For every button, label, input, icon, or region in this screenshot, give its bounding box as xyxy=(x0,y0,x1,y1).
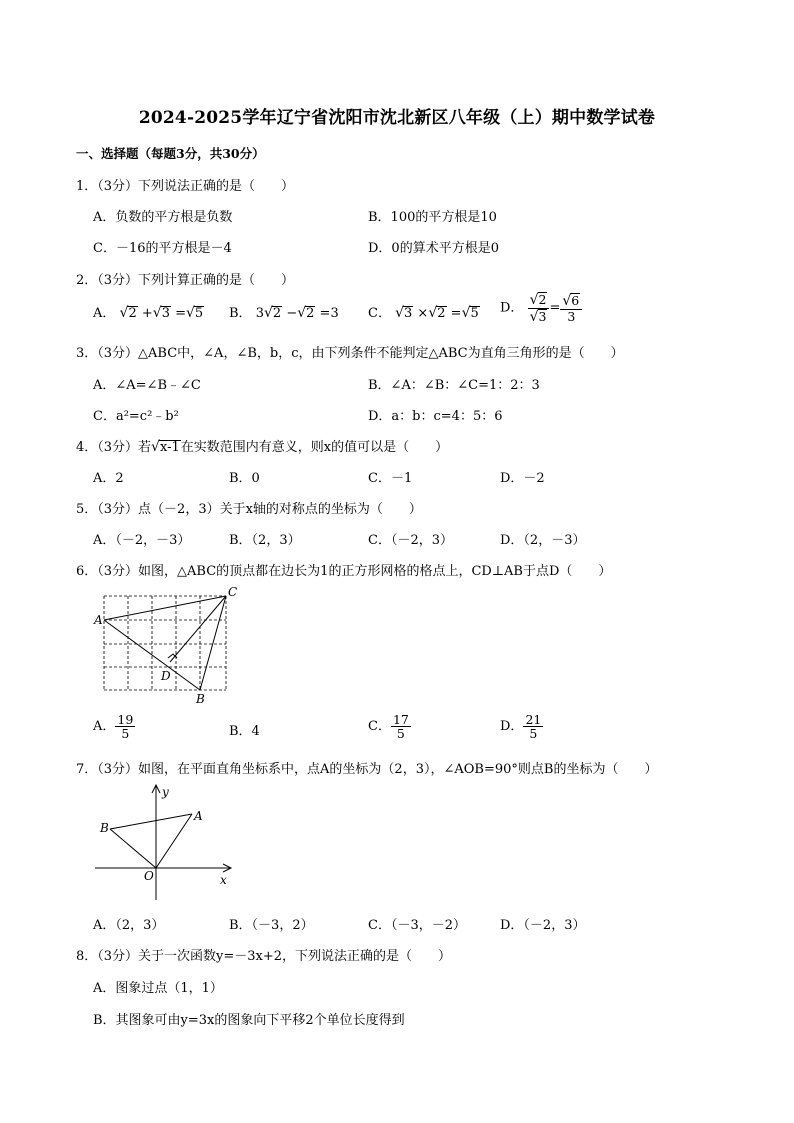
question-4-option-a: A．2 xyxy=(93,471,124,486)
label-b: B xyxy=(196,692,205,706)
label-y: y xyxy=(162,785,169,799)
question-5-option-c: C．（－2，3） xyxy=(368,533,453,548)
question-6-option-c xyxy=(368,713,411,740)
question-2-option-c xyxy=(368,302,480,321)
question-5-option-d: D．（2，－3） xyxy=(500,533,586,548)
question-2-option-b xyxy=(229,302,339,321)
question-1-option-c: C．－16的平方根是－4 xyxy=(93,241,232,256)
label-o: O xyxy=(144,869,154,883)
segment-ab xyxy=(110,814,192,829)
question-6-stem: 6．（3分）如图，△ABC的顶点都在边长为1的正方形网格的格点上，CD⊥AB于点D（ ） xyxy=(76,564,612,579)
option-a-label: A． xyxy=(93,719,116,735)
question-6-option-d xyxy=(500,713,543,740)
question-2-option-a xyxy=(93,302,204,321)
option-a-denominator: 5 xyxy=(121,726,130,742)
question-7-option-a: A．（2，3） xyxy=(93,918,165,933)
option-a-expression: √2 +√3 =√5 xyxy=(119,305,204,321)
question-1-stem: 1．（3分）下列说法正确的是（ ） xyxy=(76,179,295,194)
option-c-numerator: 17 xyxy=(392,712,409,727)
option-d-fraction-left: $\frac{√2}{√3}$ xyxy=(528,292,550,324)
question-3-option-b: B．∠A：∠B：∠C=1：2：3 xyxy=(368,378,540,393)
question-3-option-a: A．∠A=∠B﹣∠C xyxy=(93,378,201,393)
question-4-option-b: B．0 xyxy=(229,471,260,486)
option-d-fraction-right: $\frac{√6}{3}$ xyxy=(560,293,582,323)
question-5-stem: 5．（3分）点（－2，3）关于x轴的对称点的坐标为（ ） xyxy=(76,502,422,517)
option-a-numerator: 19 xyxy=(117,712,134,727)
question-1-option-a: A．负数的平方根是负数 xyxy=(93,210,233,225)
question-1-option-d: D．0的算术平方根是0 xyxy=(368,241,499,256)
question-7-option-d: D．（－2，3） xyxy=(500,918,586,933)
question-5-option-b: B．（2，3） xyxy=(229,533,301,548)
segment-ob xyxy=(110,829,156,868)
question-4-radicand: x-1 xyxy=(159,440,180,455)
question-2-stem: 2．（3分）下列计算正确的是（ ） xyxy=(76,273,295,288)
option-d-label: D． xyxy=(500,300,524,316)
option-b-expression: 3√2 −√2 =3 xyxy=(255,305,339,321)
question-4-stem-after: 在实数范围内有意义，则x的值可以是（ ） xyxy=(180,440,449,455)
question-2-option-d: D． $\frac{√2}{√3}$ = $\frac{√6}{3}$ xyxy=(500,292,582,324)
question-3-option-d: D．a：b：c=4：5：6 xyxy=(368,409,503,424)
question-7-coordinate-figure xyxy=(90,778,250,903)
option-d-numerator: 21 xyxy=(525,712,542,727)
label-x: x xyxy=(220,873,227,887)
question-8-option-a: A．图象过点（1，1） xyxy=(93,981,223,996)
option-d-denominator: 5 xyxy=(529,726,538,742)
label-b: B xyxy=(100,821,109,835)
question-8-stem: 8．（3分）关于一次函数y=－3x+2，下列说法正确的是（ ） xyxy=(76,949,452,964)
question-4-option-d: D．－2 xyxy=(500,471,545,486)
label-a: A xyxy=(194,809,203,823)
label-a: A xyxy=(94,613,103,627)
option-c-expression: √3 ×√2 =√5 xyxy=(395,305,479,321)
option-c-label: C． xyxy=(368,306,391,321)
segment-oa xyxy=(156,814,192,868)
option-c-denominator: 5 xyxy=(396,726,405,742)
question-6-grid-figure xyxy=(90,582,250,707)
question-6-option-a xyxy=(93,713,135,740)
question-4-stem-before: 4．（3分）若 xyxy=(76,440,152,455)
label-c: C xyxy=(228,585,238,599)
question-7-option-b: B．（－3，2） xyxy=(229,918,314,933)
question-5-option-a: A．（－2，－3） xyxy=(93,533,191,548)
option-c-label: C． xyxy=(368,719,391,735)
exam-title: 2024-2025学年辽宁省沈阳市沈北新区八年级（上）期中数学试卷 xyxy=(138,108,656,128)
option-b-label: B． xyxy=(229,306,252,321)
question-4-stem: 4．（3分）若√x-1在实数范围内有意义，则x的值可以是（ ） xyxy=(76,439,449,455)
question-6-option-b: B．4 xyxy=(229,724,260,739)
question-7-stem: 7．（3分）如图，在平面直角坐标系中，点A的坐标为（2，3），∠AOB=90°则点B的坐标为（ ） xyxy=(76,762,658,777)
section-heading: 一、选择题（每题3分，共30分） xyxy=(76,146,265,161)
label-d: D xyxy=(161,669,171,683)
question-1-option-b: B．100的平方根是10 xyxy=(368,210,497,225)
option-a-label: A． xyxy=(93,306,116,321)
question-7-option-c: C．（－3，－2） xyxy=(368,918,466,933)
option-d-label: D． xyxy=(500,719,524,735)
question-8-option-b: B．其图象可由y=3x的图象向下平移2个单位长度得到 xyxy=(93,1013,405,1028)
question-4-option-c: C．－1 xyxy=(368,471,413,486)
question-3-stem: 3．（3分）△ABC中，∠A，∠B，b，c，由下列条件不能判定△ABC为直角三角形的是（ ） xyxy=(76,346,624,361)
question-3-option-c: C．a²=c²﹣b² xyxy=(93,409,179,424)
